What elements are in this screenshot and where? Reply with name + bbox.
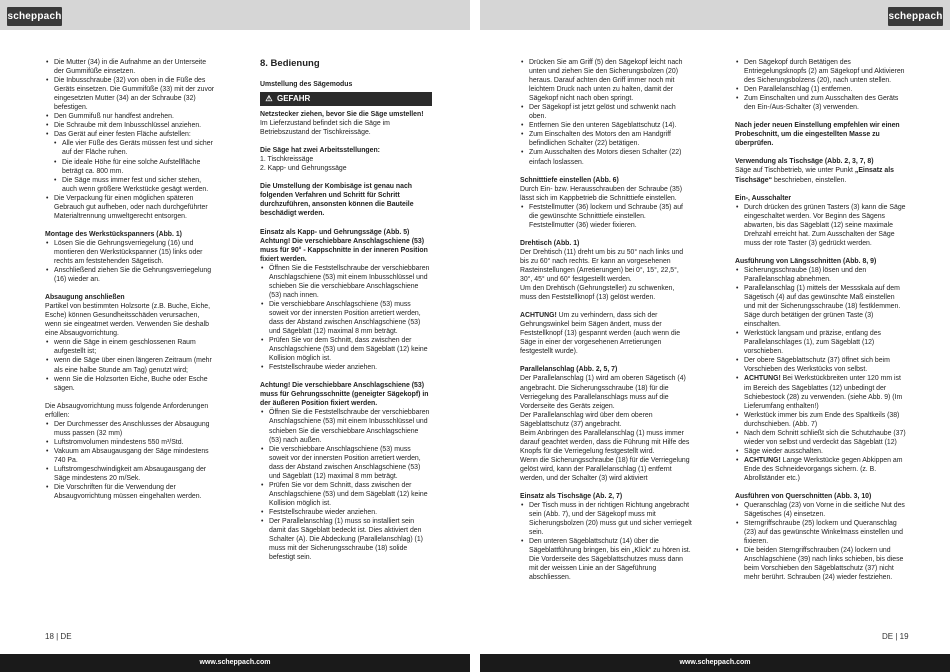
list-item: • Feststellschraube wieder anziehen. <box>260 363 432 372</box>
list-item: • Die Mutter (34) in die Aufnahme an der Unterseite der Gummifüße einsetzen. <box>45 58 217 76</box>
list-item: • Entfernen Sie den unteren Sägeblattschutz (14). <box>520 121 692 130</box>
warning-triangle-icon: ⚠ <box>265 94 273 104</box>
spacer <box>45 284 217 293</box>
spacer <box>520 167 692 176</box>
list-item: • wenn die Säge über einen längeren Zeitraum (mehr als eine halbe Stunde am Tag) genutzt wird; <box>45 356 217 374</box>
section-heading: Drehtisch (Abb. 1) <box>520 239 580 247</box>
list-item: • wenn die Säge in einem geschlossenen Raum aufgestellt ist; <box>45 338 217 356</box>
section-heading: Einsatz als Tischsäge (Ab. 2, 7) <box>520 493 623 501</box>
bullet-list <box>45 58 217 221</box>
emphasis-text: ACHTUNG! <box>744 456 781 464</box>
list-item: • Die Säge muss immer fest und sicher stehen, auch wenn größere Werkstücke gesägt werden. <box>45 176 217 194</box>
paragraph: Die Absaugvorrichtung muss folgende Anforderungen erfüllen: <box>45 402 209 419</box>
list-item: • Werkstück immer bis zum Ende des Spaltkeils (38) durchschieben. (Abb. 7) <box>735 411 907 429</box>
section-heading: Achtung! Die verschiebbare Anschlagschiene (53) muss für 90° - Kappschnitte in der inneren Position fixiert werden. <box>260 237 428 263</box>
paragraph: Beim Anbringen des Parallelanschlag (1) muss immer darauf geachtet werden, dass die Führung mit Hilfe des Knopfs für die Verriegelung festgestellt wird. <box>520 429 690 455</box>
bullet-list <box>260 264 432 373</box>
list-item: • Der Durchmesser des Anschlusses der Absaugung muss passen (32 mm) <box>45 420 217 438</box>
bullet-list <box>520 203 692 230</box>
list-item: • Lösen Sie die Gehrungsverriegelung (16) und montieren den Werkstückspanner (15) links oder rechts am feststehenden Sägetisch. <box>45 239 217 266</box>
section-heading: Netzstecker ziehen, bevor Sie die Säge umstellen! <box>260 111 424 119</box>
list-item: • Den Sägekopf durch Betätigen des Entriegelungsknopfs (2) am Sägekopf und Aktivieren des Sicherungsbolzens (20), nach unten stellen. <box>735 58 907 85</box>
list-item: • Zum Einschalten des Motors den am Handgriff befindlichen Schalter (22) betätigen. <box>520 130 692 148</box>
list-item: • Die Inbusschraube (32) von oben in die Füße des Geräts einsetzen. Die Gummifüße (33) mit der zuvor eingesetzten Mutter (34) an der Schraube (32) befestigen. <box>45 76 217 112</box>
danger-label: GEFAHR <box>277 94 311 104</box>
list-item: • Zum Ausschalten des Motors diesen Schalter (22) einfach loslassen. <box>520 148 692 166</box>
bullet-list <box>735 501 907 582</box>
spacer <box>520 230 692 239</box>
spacer <box>735 248 907 257</box>
paragraph-text: Um zu verhindern, dass sich der Gehrungswinkel beim Sägen ändert, muss der Feststellknopf (13) gespannt werden (auch wenn die Säge in einer der vorgesehenen Arretierungen festgestellt wurde). <box>520 312 681 356</box>
brand-logo-right: scheppach <box>888 7 943 26</box>
chapter-title: 8. Bedienung <box>260 58 320 69</box>
list-item: • Luftstromvolumen mindestens 550 m³/Std. <box>45 438 217 447</box>
list-item: • Der Tisch muss in der richtigen Richtung angebracht sein (Abb. 7), und der Sägekopf muss mit Sicherungsbolzen (20) muss gut und sicher verriegelt sein. <box>520 501 692 537</box>
page-number-left: 18 | DE <box>45 632 72 641</box>
list-item: • Der obere Sägeblattschutz (37) öffnet sich beim Vorschieben des Werkstücks von selbst. <box>735 356 907 374</box>
bullet-list <box>45 239 217 284</box>
paragraph: 1. Tischkreissäge <box>260 156 314 164</box>
footer-url-right: www.scheppach.com <box>480 654 950 672</box>
bullet-list <box>735 266 907 483</box>
danger-banner <box>260 92 432 106</box>
list-item: • Sicherungsschraube (18) lösen und den Parallelanschlag abnehmen. <box>735 266 907 284</box>
list-item: • Die Schraube mit dem Inbusschlüssel anziehen. <box>45 121 217 130</box>
list-item: • Luftstromgeschwindigkeit am Absaugausgang der Säge mindestens 20 m/Sek. <box>45 465 217 483</box>
section-heading: Absaugung anschließen <box>45 294 125 302</box>
list-item: • Den Gummifuß nur handfest andrehen. <box>45 112 217 121</box>
section-heading: Ein-, Ausschalter <box>735 194 792 202</box>
list-item: • Die ideale Höhe für eine solche Aufstellfläche beträgt ca. 800 mm. <box>45 158 217 176</box>
spacer <box>735 148 907 157</box>
spacer <box>520 483 692 492</box>
spacer <box>260 137 432 146</box>
list-item: • Prüfen Sie vor dem Schnitt, dass zwischen der Anschlagschiene (53) und dem Sägeblatt (12) keine Kollision möglich ist. <box>260 336 432 363</box>
list-item <box>735 456 907 483</box>
bullet-list <box>45 420 217 501</box>
paragraph: Wenn die Sicherungsschraube (18) für die Verriegelung gelöst wird, kann der Parallelanschlag (1) entfernt werden, und der Schalter (3) wird aktiviert <box>520 456 690 482</box>
list-item: • Queranschlag (23) von Vorne in die seitliche Nut des Sägetisches (4) einsetzen. <box>735 501 907 519</box>
list-item: • Nach dem Schnitt schließt sich die Schutzhaube (37) wieder von selbst und verdeckt das Sägeblatt (12) <box>735 429 907 447</box>
list-item: • Säge wieder ausschalten. <box>735 447 907 456</box>
list-item: • Die verschiebbare Anschlagschiene (53) muss soweit vor der innersten Position arretiert werden, dass der Abstand zwischen Anschlagschiene (53) und Sägeblatt (12) maximal 8 mm beträgt. <box>260 300 432 336</box>
footer-url-left: www.scheppach.com <box>0 654 470 672</box>
column-4 <box>735 58 907 582</box>
spacer <box>735 185 907 194</box>
paragraph: Der Drehtisch (11) dreht um bis zu 50° nach links und bis zu 60° nach rechts. Er kann an vorgesehenen Rasteinstellungen (Arretierungen) bei 0°, 15°, 22,5°, 30°, 45° und 60° festgestellt werden. <box>520 248 684 284</box>
section-heading: Schnitttiefe einstellen (Abb. 6) <box>520 176 619 184</box>
section-heading: Die Säge hat zwei Arbeitsstellungen: <box>260 147 380 155</box>
paragraph: 2. Kapp- und Gehrungssäge <box>260 165 347 173</box>
paragraph: Der Parallelanschlag wird über dem oberen Sägeblattschutz (37) angebracht. <box>520 411 653 428</box>
list-item: • Zum Einschalten und zum Ausschalten des Geräts den Ein-/Aus-Schalter (3) verwenden. <box>735 94 907 112</box>
spacer <box>45 221 217 230</box>
list-item: • Prüfen Sie vor dem Schnitt, dass zwischen der Anschlagschiene (53) und dem Sägeblatt (12) keine Kollision möglich ist. <box>260 481 432 508</box>
paragraph: Partikel von bestimmten Holzsorte (z.B. Buche, Eiche, Esche) können Gesundheitsschäden verursachen, wenn sie eingeatmet werden. Verwenden Sie deshalb eine Absaugvorrichtung. <box>45 303 211 338</box>
list-item: • Den Parallelanschlag (1) entfernen. <box>735 85 907 94</box>
section-heading: Montage des Werkstückspanners (Abb. 1) <box>45 230 182 238</box>
emphasis-text: „Einsatz als Tischsäge“ <box>735 167 894 184</box>
section-heading: Die Umstellung der Kombisäge ist genau nach folgenden Verfahren und Schritt für Schritt durchzuführen, ansonsten können die Bauteile beschädigt werden. <box>260 183 414 218</box>
section-heading: Ausführen von Querschnitten (Abb. 3, 10) <box>735 493 872 501</box>
spacer <box>45 393 217 402</box>
bullet-list <box>260 408 432 562</box>
list-item: • Öffnen Sie die Feststellschraube der verschiebbaren Anschlagschiene (53) mit einem Inbusschlüssel und schieben Sie die verschiebbare Anschlagschiene (53) nach außen. <box>260 408 432 444</box>
bullet-list <box>735 203 907 248</box>
list-item: • Der Parallelanschlag (1) muss so installiert sein damit das Sägeblatt bedeckt ist. Dies aktiviert den Schalter (A). Die Abdeckung (Parallelanschlag) (1) muss mit der Sicherungsschraube (18) solide befestigt sein. <box>260 517 432 562</box>
paragraph: Um den Drehtisch (Gehrungsteller) zu schwenken, muss den Feststellknopf (13) gelöst werden. <box>520 285 675 302</box>
paragraph: Im Lieferzustand befindet sich die Säge im Betriebszustand der Tischkreissäge. <box>260 120 390 137</box>
section-heading: Ausführung von Längsschnitten (Abb. 8, 9) <box>735 257 877 265</box>
column-3 <box>520 58 692 582</box>
bullet-list <box>45 338 217 392</box>
section-heading: Achtung! Die verschiebbare Anschlagschiene (53) muss für Gehrungsschnitte (geneigter Sägekopf) in der äußeren Position fixiert werden. <box>260 382 429 408</box>
column-2 <box>260 58 432 562</box>
list-item: • Feststellmutter (36) lockern und Schraube (35) auf die gewünschte Schnitttiefe einstellen. Feststellmutter (36) wieder fixieren. <box>520 203 692 230</box>
brand-logo-left: scheppach <box>7 7 62 26</box>
paragraph-text: beschrieben, einstellen. <box>772 176 847 184</box>
spacer <box>260 219 432 228</box>
section-heading: Einsatz als Kapp- und Gehrungssäge (Abb. 5) <box>260 228 410 236</box>
list-item: • Der Sägekopf ist jetzt gelöst und schwenkt nach oben. <box>520 103 692 121</box>
column-1 <box>45 58 217 501</box>
section-heading: Verwendung als Tischsäge (Abb. 2, 3, 7, 8) <box>735 158 874 166</box>
list-item: • Öffnen Sie die Feststellschraube der verschiebbaren Anschlagschiene (53) mit einem Inbusschlüssel und schieben Sie die verschiebbare Anschlagschiene (53) nach innen. <box>260 264 432 300</box>
list-item-text: Lange Werkstücke gegen Abkippen am Ende des Schneidevorgangs sichern. (z. B. Abrollständer etc.) <box>744 456 903 482</box>
paragraph <box>735 166 907 184</box>
list-item: • Sterngriffschraube (25) lockern und Queranschlag (23) auf das gewünschte Winkelmass einstellen und fixieren. <box>735 519 907 546</box>
spacer <box>520 302 692 311</box>
bullet-list <box>735 58 907 112</box>
spacer <box>520 356 692 365</box>
section-heading: Umstellung des Sägemodus <box>260 81 353 88</box>
paragraph <box>520 311 692 356</box>
spacer <box>260 173 432 182</box>
emphasis-text: ACHTUNG! <box>520 312 557 320</box>
header-bar-right <box>480 0 950 30</box>
list-item: • Alle vier Füße des Geräts müssen fest und sicher auf der Fläche ruhen. <box>45 139 217 157</box>
paragraph: Der Parallelanschlag (1) wird am oberen Sägetisch (4) angebracht. Die Sicherungsschraube (18) für die Verriegelung des Parallelanschlags muss auf die Vorderseite des Geräts zeigen. <box>520 375 686 410</box>
list-item: • Werkstück langsam und präzise, entlang des Parallelanschlages (1), zum Sägeblatt (12) vorschieben. <box>735 329 907 356</box>
list-item <box>735 374 907 410</box>
list-item: • Die beiden Sterngriffschrauben (24) lockern und Anschlagschiene (39) nach links schieben, bis diese beim Vorschieben den Sägeblattschutz (37) nicht mehr berührt. Schrauben (24) wieder festziehen. <box>735 546 907 582</box>
list-item: • Die Verpackung für einen möglichen späteren Gebrauch gut aufheben, oder nach durchgeführter Materialtrennung umweltgerecht entsorgen. <box>45 194 217 221</box>
list-item: • Drücken Sie am Griff (5) den Sägekopf leicht nach unten und ziehen Sie den Sicherungsbolzen (20) heraus. Darauf achten den Griff immer noch mit leichtem Druck nach unten zu halten, damit der Sägekopf nicht nach oben springt. <box>520 58 692 103</box>
list-item: • Parallelanschlag (1) mittels der Messskala auf dem Sägetisch (4) auf das gewünschte Maß einstellen und mit der Sicherungsschraube (18) festklemmen. Säge durch betätigen der grünen Taste (3) einschalten. <box>735 284 907 329</box>
list-item: • wenn Sie die Holzsorten Eiche, Buche oder Esche sägen. <box>45 375 217 393</box>
spacer <box>735 483 907 492</box>
list-item: • Das Gerät auf einer festen Fläche aufstellen: <box>45 130 217 139</box>
list-item: • Anschließend ziehen Sie die Gehrungsverriegelung (16) wieder an. <box>45 266 217 284</box>
paragraph: Durch Ein- bzw. Herausschrauben der Schraube (35) lässt sich im Kappbetrieb die Schnitttiefe einstellen. <box>520 185 683 202</box>
section-heading: Parallelanschlag (Abb. 2, 5, 7) <box>520 366 618 374</box>
list-item: • Durch drücken des grünen Tasters (3) kann die Säge eingeschaltet werden. Vor Beginn des Sägens abwarten, bis das Sägeblatt (12) seine maximale Drehzahl erreicht hat. Zum Ausschalten der Säge muss der rote Taster (3) gedrückt werden. <box>735 203 907 248</box>
list-item: • Feststellschraube wieder anziehen. <box>260 508 432 517</box>
spacer <box>735 112 907 121</box>
bullet-list <box>520 58 692 167</box>
emphasis-text: ACHTUNG! <box>744 375 781 383</box>
list-item: • Die verschiebbare Anschlagschiene (53) muss soweit vor der innersten Position arretiert werden, dass der Abstand zwischen Anschlagschiene (53) und Sägeblatt (12) maximal 8 mm beträgt. <box>260 445 432 481</box>
paragraph-text: Säge auf Tischbetrieb, wie unter Punkt <box>735 167 855 175</box>
page-number-right: DE | 19 <box>882 632 909 641</box>
list-item: • Die Vorschriften für die Verwendung der Absaugvorrichtung müssen eingehalten werden. <box>45 483 217 501</box>
list-item-text: Bei Werkstückbreiten unter 120 mm ist im Bereich des Sägeblattes (12) unbedingt der Schiebestock (28) zu verwenden. (siehe Abb. 9) (Im Lieferumfang enthalten!) <box>744 375 903 410</box>
list-item: • Den unteren Sägeblattschutz (14) über die Sägeblattführung bringen, bis ein „Klick“ zu hören ist. Die Vorderseite des Sägeblattschutzes muss dann mit der weissen Linie an der Sägeführung abschliessen. <box>520 537 692 582</box>
list-item: • Vakuum am Absaugausgang der Säge mindestens 740 Pa. <box>45 447 217 465</box>
header-bar-left <box>0 0 470 30</box>
bullet-list <box>520 501 692 582</box>
section-heading: Nach jeder neuen Einstellung empfehlen wir einen Probeschnitt, um die eingestellten Masse zu überprüfen. <box>735 122 900 148</box>
spacer <box>260 372 432 381</box>
